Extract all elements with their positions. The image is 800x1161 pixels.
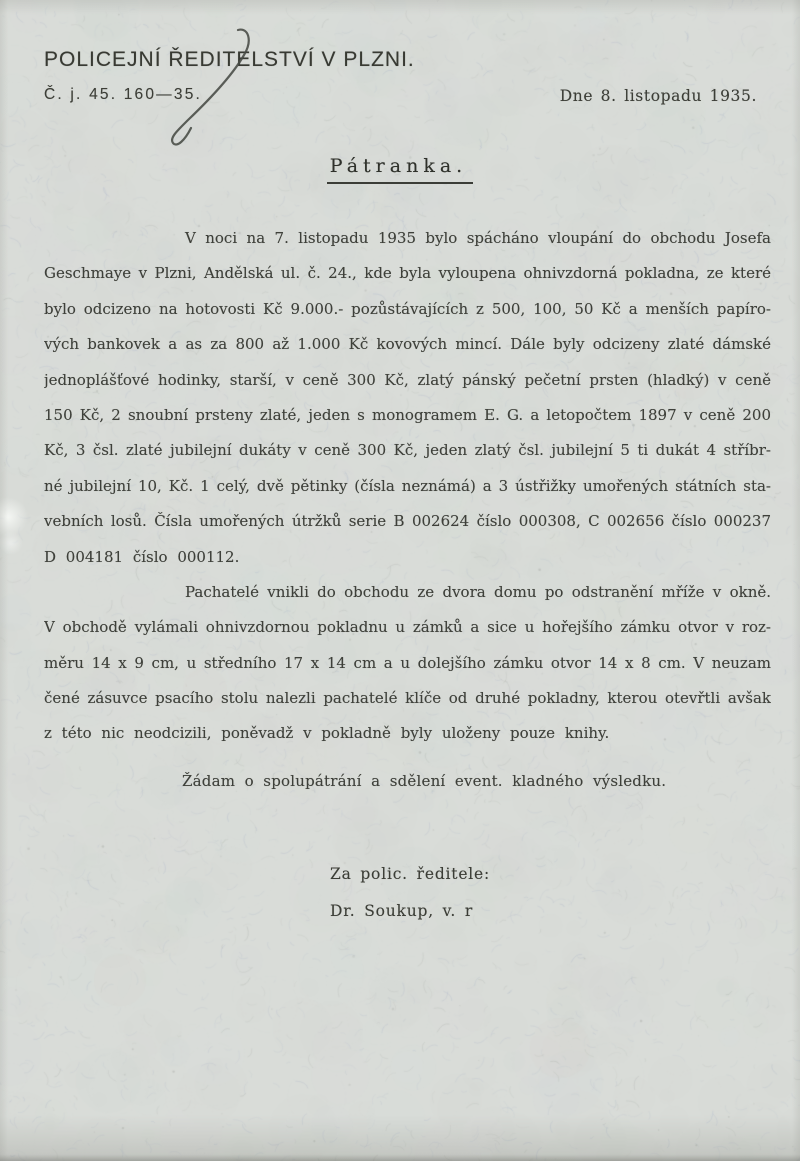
title-row bbox=[0, 155, 800, 184]
text-line: Kč, 3 čsl. zlaté jubilejní dukáty v ceně 300 Kč, jeden zlatý čsl. jubilejní 5 ti dukát 4 stříbr- bbox=[44, 441, 771, 460]
document-title: Pátranka. bbox=[327, 155, 473, 184]
text-line: měru 14 x 9 cm, u středního 17 x 14 cm a u dolejšího zámku otvor 14 x 8 cm. V neuzam bbox=[44, 653, 771, 672]
text-line: né jubilejní 10, Kč. 1 celý, dvě pětinky (čísla neznámá) a 3 ústřižky umořených státních sta- bbox=[44, 476, 771, 495]
office-name: POLICEJNÍ ŘEDITELSTVÍ V PLZNI. bbox=[44, 48, 415, 71]
body-text bbox=[44, 221, 771, 799]
signature-role: Za polic. ředitele: bbox=[330, 865, 491, 883]
text-line: V noci na 7. listopadu 1935 bylo spácháno vloupání do obchodu Josefa bbox=[185, 229, 771, 247]
text-line: D 004181 číslo 000112. bbox=[44, 547, 240, 566]
text-line: Geschmaye v Plzni, Andělská ul. č. 24., kde byla vyloupena ohnivzdorná pokladna, ze které bbox=[44, 264, 771, 283]
cooperation-request: Žádam o spolupátrání a sdělení event. kladného výsledku. bbox=[182, 771, 667, 790]
text-line: 150 Kč, 2 snoubní prsteny zlaté, jeden s monogramem E. G. a letopočtem 1897 v ceně 200 bbox=[44, 405, 771, 424]
text-line: vebních losů. Čísla umořených útržků serie B 002624 číslo 000308, C 002656 číslo 000237 bbox=[44, 512, 771, 531]
text-line: V obchodě vylámali ohnivzdornou pokladnu u zámků a sice u hořejšího zámku otvor v roz- bbox=[44, 618, 771, 637]
text-line: jednoplášťové hodinky, starší, v ceně 300 Kč, zlatý pánský pečetní prsten (hladký) v ceně bbox=[44, 370, 771, 389]
text-line: vých bankovek a as za 800 až 1.000 Kč kovových mincí. Dále byly odcizeny zlaté dámské bbox=[44, 335, 771, 354]
paragraph-break-in-details bbox=[44, 575, 771, 752]
text-line: z této nic neodcizili, poněvadž v pokladně byly uloženy pouze knihy. bbox=[44, 724, 610, 743]
file-number: Č. j. 45. 160—35. bbox=[44, 86, 203, 103]
signature-block bbox=[330, 856, 490, 929]
text-line: Pachatelé vnikli do obchodu ze dvora domu po odstranění mříže v okně. bbox=[185, 582, 771, 601]
text-line: čené zásuvce psacího stolu nalezli pachatelé klíče od druhé pokladny, kterou otevřtli avšak bbox=[44, 689, 771, 708]
paragraph-stolen-goods bbox=[44, 221, 771, 575]
text-line: bylo odcizeno na hotovosti Kč 9.000.- pozůstávajících z 500, 100, 50 Kč a menších papíro- bbox=[44, 299, 771, 318]
signature-name: Dr. Soukup, v. r bbox=[330, 901, 474, 920]
document-date: Dne 8. listopadu 1935. bbox=[559, 87, 757, 105]
